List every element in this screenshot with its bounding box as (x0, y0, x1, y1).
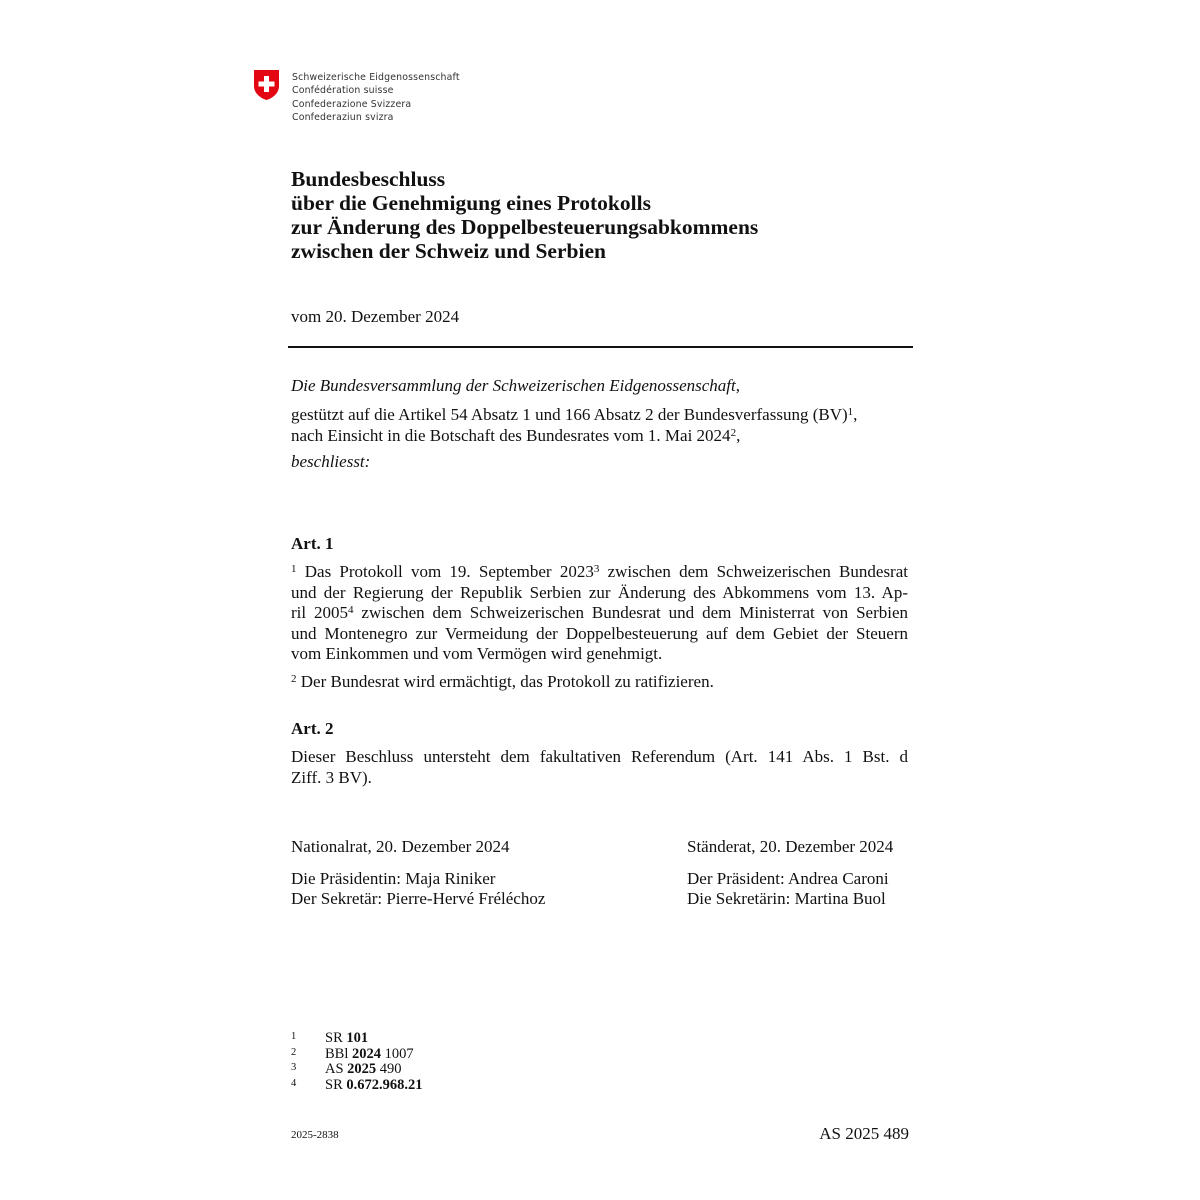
paragraph-line (291, 672, 908, 693)
paragraph-line: vom Einkommen und vom Vermögen wird genehmigt. (291, 644, 663, 664)
footnote-ref-number: 2024 (352, 1045, 381, 1062)
preamble-resolves: beschliesst: (291, 452, 371, 471)
preamble-dispatch-text: nach Einsicht in die Botschaft des Bundesrates vom 1. Mai 2024 (291, 426, 731, 445)
agency-name-fr: Confédération suisse (292, 85, 394, 97)
footnote-suffix: 1007 (381, 1045, 414, 1062)
signature-left-secretary: Der Sekretär: Pierre-Hervé Fréléchoz (291, 889, 546, 908)
title-line: Bundesbeschluss (291, 167, 446, 191)
preamble-basis-end: , (853, 405, 858, 424)
paragraph-line: Dieser Beschluss untersteht dem fakultativen Referendum (Art. 141 Abs. 1 Bst. d (291, 747, 908, 766)
footnote-prefix: AS (325, 1061, 348, 1078)
article-1-heading: Art. 1 (291, 534, 334, 553)
footnote-ref-number: 101 (346, 1030, 369, 1046)
agency-name-block (292, 71, 460, 125)
footnote-ref-number: 0.672.968.21 (346, 1076, 423, 1093)
footnote-item (291, 1047, 423, 1063)
footnote-ref[interactable]: 1 (847, 406, 854, 418)
footnote-suffix: 490 (376, 1061, 402, 1078)
preamble-basis-text: gestützt auf die Artikel 54 Absatz 1 und 166 Absatz 2 der Bundesverfassung (BV) (291, 405, 848, 424)
footnote-ref[interactable]: 3 (593, 563, 600, 575)
footnote-item (291, 1062, 423, 1078)
title-divider (288, 346, 913, 348)
signature-left-place-date: Nationalrat, 20. Dezember 2024 (291, 837, 510, 856)
footnotes (291, 1031, 423, 1093)
paragraph-line: und Montenegro zur Vermeidung der Doppelbesteuerung auf dem Gebiet der Steuern (291, 623, 908, 643)
preamble-basis (291, 404, 857, 425)
paragraph-line (291, 562, 908, 583)
footnote-number: 4 (291, 1077, 297, 1089)
document-title (291, 167, 931, 263)
article-2-paragraph (291, 747, 908, 788)
signature-right-place-date: Ständerat, 20. Dezember 2024 (687, 837, 894, 856)
footnote-number: 2 (291, 1046, 297, 1058)
signature-left-president: Die Präsidentin: Maja Riniker (291, 869, 496, 888)
footnote-prefix: SR (325, 1030, 347, 1046)
text-run: zwischen dem Schweizerischen Bundesrat (599, 562, 908, 581)
preamble-assembly: Die Bundesversammlung der Schweizerischen Eidgenossenschaft, (291, 376, 740, 395)
article-1-paragraph-2 (291, 672, 908, 693)
text-run: ril 2005 (291, 603, 349, 623)
text-run: Der Bundesrat wird ermächtigt, das Protokoll zu ratifizieren. (296, 672, 714, 691)
text-run: Das Protokoll vom 19. September 2023 (296, 562, 594, 581)
swiss-cross-icon (253, 69, 280, 101)
paragraph-line: und der Regierung der Republik Serbien zur Änderung des Abkommens vom 13. Ap- (291, 582, 908, 602)
agency-name-de: Schweizerische Eidgenossenschaft (292, 72, 460, 83)
footnote-ref[interactable]: 4 (348, 604, 354, 617)
footnote-prefix: SR (325, 1076, 347, 1093)
signature-right-president: Der Präsident: Andrea Caroni (687, 869, 889, 888)
text-run: zwischen dem Schweizerischen Bundesrat und dem Ministerrat von Serbien (353, 603, 909, 623)
title-line: zwischen der Schweiz und Serbien (291, 239, 606, 263)
paragraph-number: 1 (291, 563, 297, 575)
paragraph-number: 2 (291, 673, 297, 685)
footnote-ref-number: 2025 (347, 1061, 377, 1078)
document-number: 2025-2838 (291, 1129, 339, 1141)
paragraph-line (291, 603, 908, 624)
title-line: zur Änderung des Doppelbesteuerungsabkommens (291, 215, 759, 239)
preamble-dispatch (291, 425, 740, 446)
article-2-heading: Art. 2 (291, 719, 334, 738)
footnote-number: 1 (291, 1031, 297, 1042)
footnote-item (291, 1031, 423, 1047)
preamble-dispatch-end: , (736, 426, 741, 445)
agency-name-rm: Confederaziun svizra (292, 112, 394, 124)
document-date: vom 20. Dezember 2024 (291, 307, 460, 326)
title-line: über die Genehmigung eines Protokolls (291, 191, 651, 215)
footnote-ref[interactable]: 2 (730, 427, 737, 439)
paragraph-line: Ziff. 3 BV). (291, 767, 372, 787)
footnote-number: 3 (291, 1062, 297, 1074)
footnote-item (291, 1078, 423, 1094)
article-1-paragraph-1 (291, 562, 908, 665)
footnote-prefix: BBl (325, 1045, 352, 1062)
signature-right-secretary: Die Sekretärin: Martina Buol (687, 889, 886, 908)
agency-name-it: Confederazione Svizzera (292, 98, 412, 110)
page-reference: AS 2025 489 (819, 1124, 909, 1143)
